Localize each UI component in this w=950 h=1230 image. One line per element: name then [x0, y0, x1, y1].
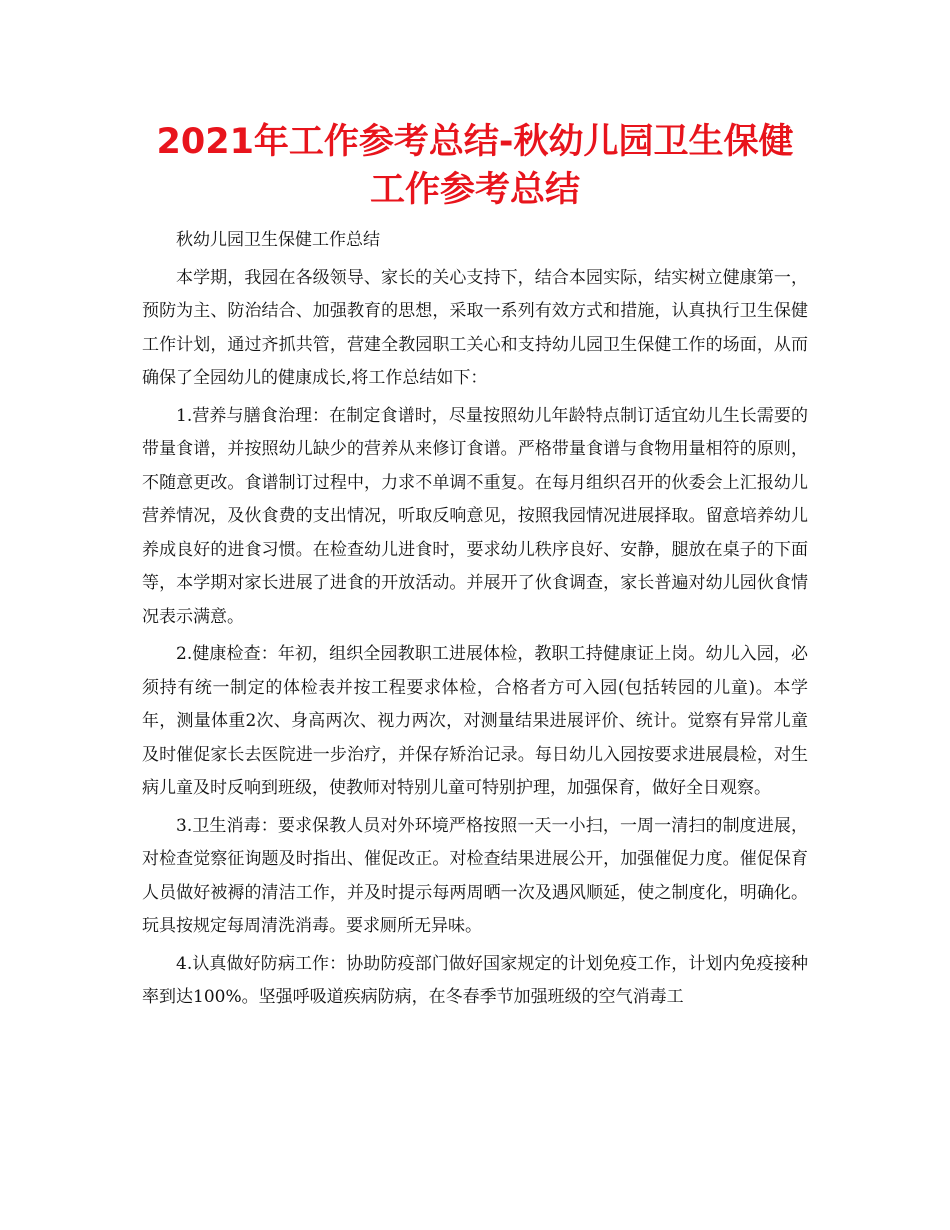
- paragraph-nutrition: 1.营养与膳食治理：在制定食谱时，尽量按照幼儿年龄特点制订适宜幼儿生长需要的带量食谱，并按照幼儿缺少的营养从来修订食谱。严格带量食谱与食物用量相符的原则，不随意更改。食谱制订过程中，力求不单调不重复。在每月组织召开的伙委会上汇报幼儿营养情况，及伙食费的支出情况，听取反响意见，按照我园情况进展择取。留意培养幼儿养成良好的进食习惯。在检查幼儿进食时，要求幼儿秩序良好、安静，腿放在桌子的下面等，本学期对家长进展了进食的开放活动。并展开了伙食调查，家长普遍对幼儿园伙食情况表示满意。: [142, 405, 808, 627]
- paragraph-intro: 本学期，我园在各级领导、家长的关心支持下，结合本园实际，结实树立健康第一，预防为主、防治结合、加强教育的思想，采取一系列有效方式和措施，认真执行卫生保健工作计划，通过齐抓共管，营建全教园职工关心和支持幼儿园卫生保健工作的场面，从而确保了全园幼儿的健康成长,将工作总结如下：: [142, 267, 808, 388]
- document-title: 2021年工作参考总结-秋幼儿园卫生保健工作参考总结: [156, 122, 794, 210]
- paragraph-disinfection: 3.卫生消毒：要求保教人员对外环境严格按照一天一小扫，一周一清扫的制度进展，对检查觉察征询题及时指出、催促改正。对检查结果进展公开，加强催促力度。催促保育人员做好被褥的清洁工作，并及时提示每两周晒一次及遇风顺延，使之制度化，明确化。玩具按规定每周清洗消毒。要求厕所无异味。: [142, 815, 808, 936]
- document-subtitle: 秋幼儿园卫生保健工作总结: [176, 230, 380, 250]
- paragraph-disease-prevention: 4.认真做好防病工作：协助防疫部门做好国家规定的计划免疫工作，计划内免疫接种率到达100%。坚强呼吸道疾病防病，在冬春季节加强班级的空气消毒工: [142, 953, 808, 1007]
- paragraph-health-check: 2.健康检查：年初，组织全园教职工进展体检，教职工持健康证上岗。幼儿入园，必须持有统一制定的体检表并按工程要求体检，合格者方可入园(包括转园的儿童)。本学年，测量体重2次、身高两次、视力两次，对测量结果进展评价、统计。觉察有异常儿童及时催促家长去医院进一步治疗，并保存矫治记录。每日幼儿入园按要求进展晨检，对生病儿童及时反响到班级，使教师对特别儿童可特别护理，加强保育，做好全日观察。: [142, 644, 808, 798]
